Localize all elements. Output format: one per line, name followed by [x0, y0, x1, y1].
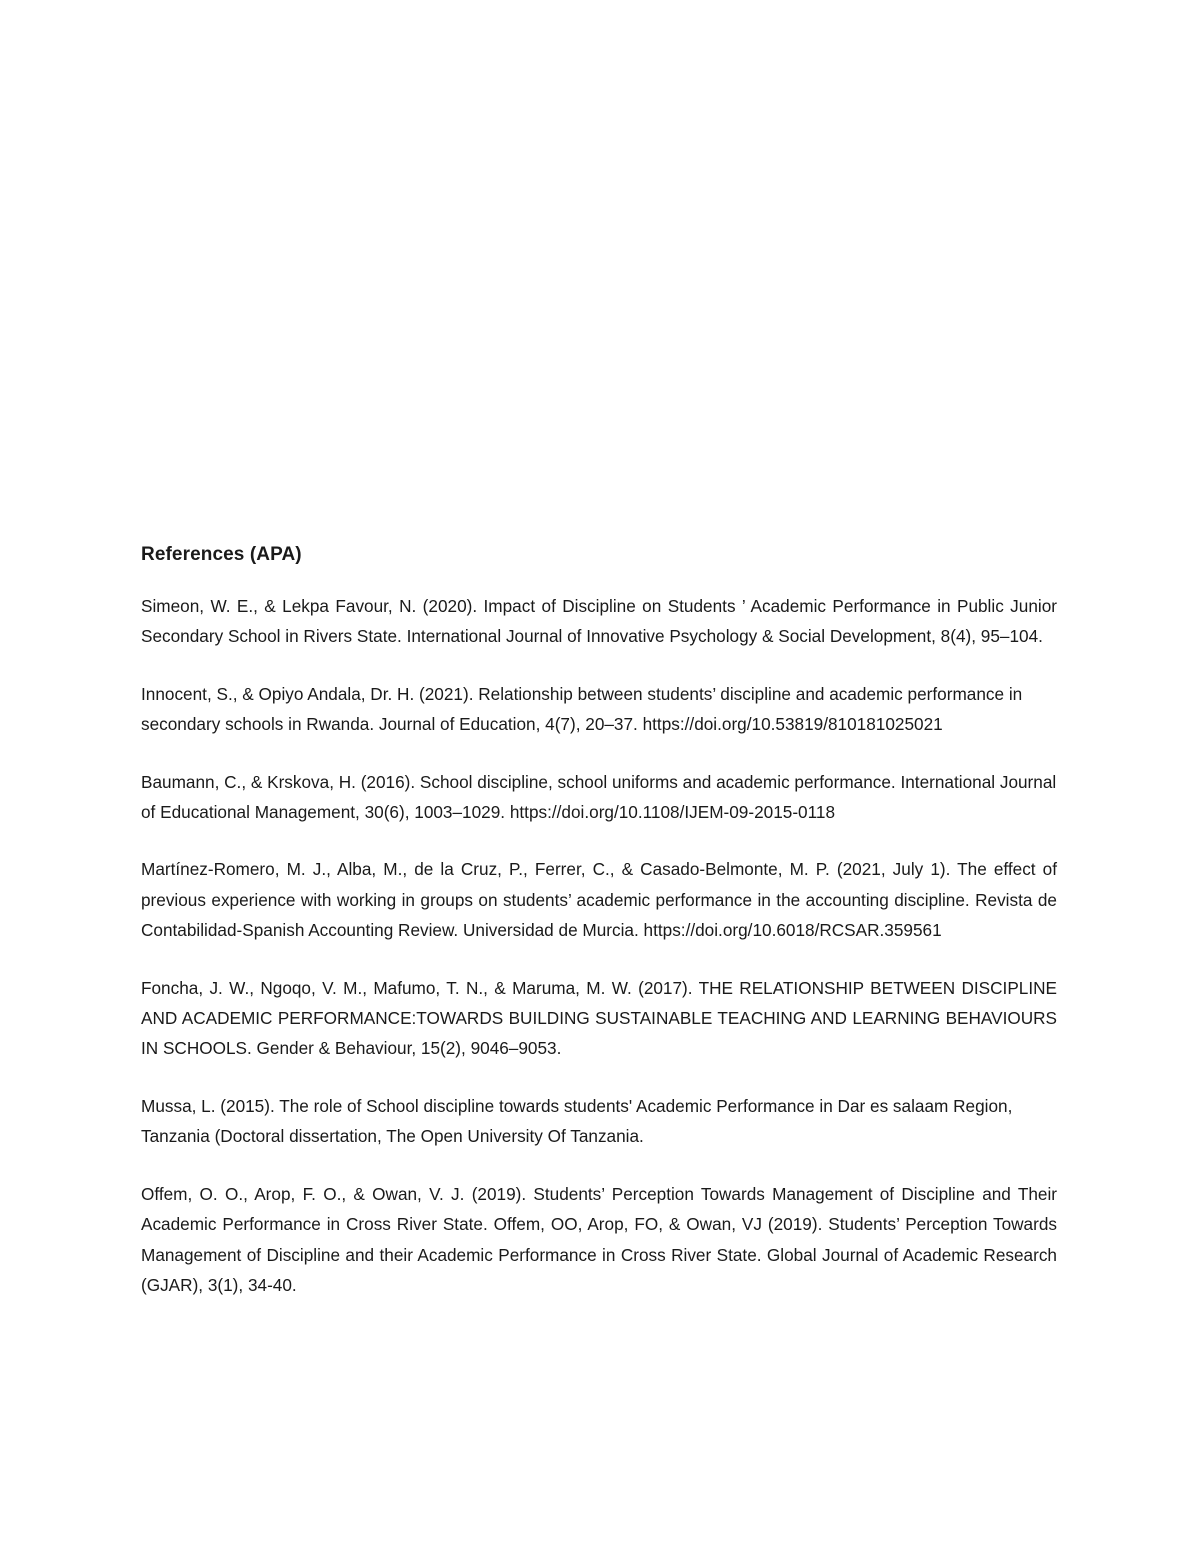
reference-entry-offem: Offem, O. O., Arop, F. O., & Owan, V. J. (2019). Students’ Perception Towards Management of Discipline and Their Academic Performance in Cross River State. Offem, OO, Arop, FO, & Owan, VJ (2019). Students’ Perception Towards Management of Discipline and their Academic Performance in Cross River State. Global Journal of Academic Research (GJAR), 3(1), 34-40. — [141, 1183, 1057, 1295]
references-heading: References (APA) — [141, 544, 302, 565]
reference-entry-innocent: Innocent, S., & Opiyo Andala, Dr. H. (2021). Relationship between students’ discipline and academic performance in secondary schools in Rwanda. Journal of Education, 4(7), 20–37. https://doi.org/10.53819/810181025021 — [141, 683, 1023, 735]
reference-entry-mussa: Mussa, L. (2015). The role of School discipline towards students' Academic Performance in Dar es salaam Region, Tanzania (Doctoral dissertation, The Open University Of Tanzania. — [141, 1095, 1013, 1147]
reference-entry-martinez-romero: Martínez-Romero, M. J., Alba, M., de la Cruz, P., Ferrer, C., & Casado-Belmonte, M. P. (2021, July 1). The effect of previous experience with working in groups on students’ academic performance in the accounting discipline. Revista de Contabilidad-Spanish Accounting Review. Universidad de Murcia. https://doi.org/10.6018/RCSAR.359561 — [141, 859, 1057, 941]
reference-entry-baumann: Baumann, C., & Krskova, H. (2016). School discipline, school uniforms and academic performance. International Journal of Educational Management, 30(6), 1003–1029. https://doi.org/10.1108/IJEM-09-2015-0118 — [141, 771, 1057, 823]
reference-entry-simeon: Simeon, W. E., & Lekpa Favour, N. (2020). Impact of Discipline on Students ’ Academic Performance in Public Junior Secondary School in Rivers State. International Journal of Innovative Psychology & Social Development, 8(4), 95–104. — [141, 596, 1057, 647]
references-section — [141, 541, 1057, 1327]
reference-entry-foncha: Foncha, J. W., Ngoqo, V. M., Mafumo, T. N., & Maruma, M. W. (2017). THE RELATIONSHIP BETWEEN DISCIPLINE AND ACADEMIC PERFORMANCE:TOWARDS BUILDING SUSTAINABLE TEACHING AND LEARNING BEHAVIOURS IN SCHOOLS. Gender & Behaviour, 15(2), 9046–9053. — [141, 977, 1057, 1059]
